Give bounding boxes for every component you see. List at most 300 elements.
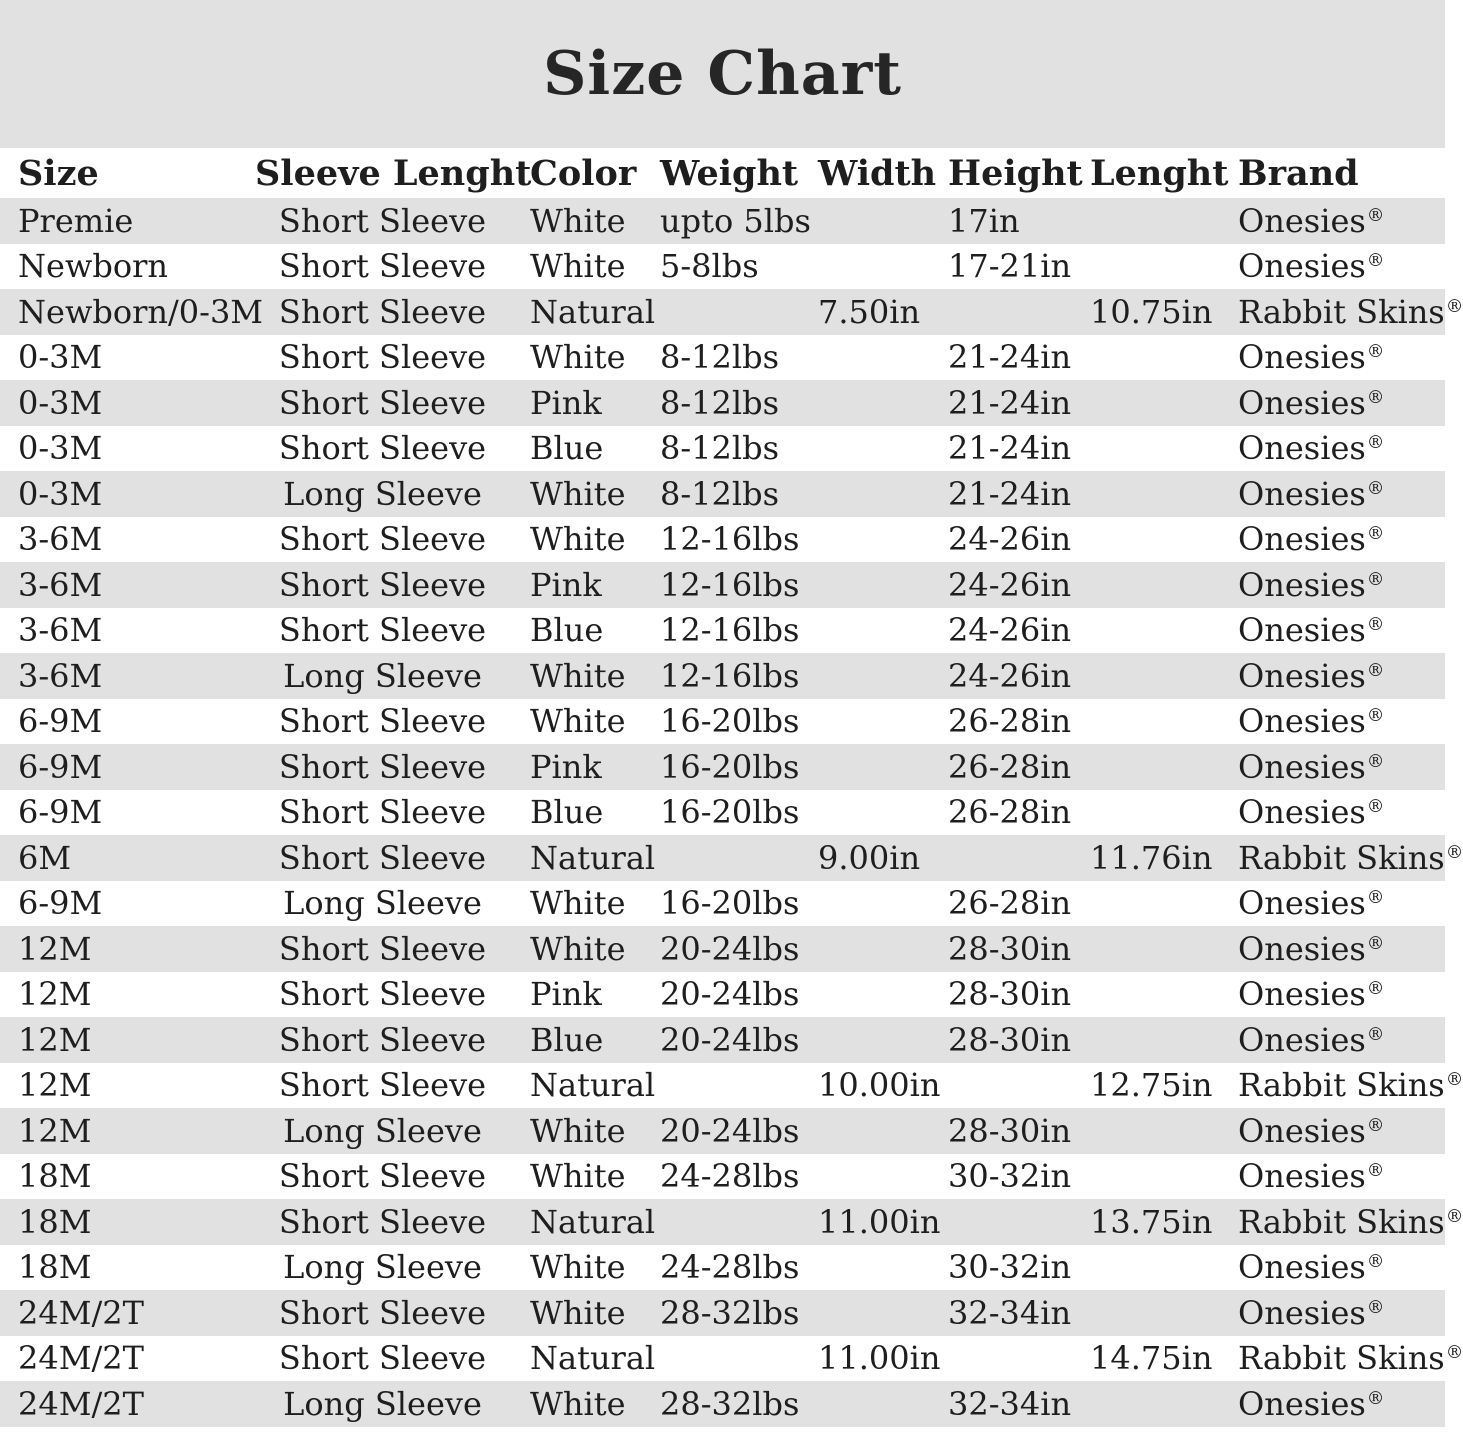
registered-mark: ®	[1366, 933, 1385, 954]
cell-lenght	[1085, 699, 1230, 745]
cell-sleeve: Short Sleeve	[278, 747, 487, 786]
cell-color: White	[530, 1248, 626, 1287]
cell-size: 6-9M	[18, 702, 103, 741]
cell-brand	[1230, 471, 1445, 517]
table-row	[0, 1108, 1445, 1154]
cell-brand	[1230, 562, 1445, 608]
registered-mark: ®	[1366, 1024, 1385, 1045]
cell-lenght: 10.75in	[1090, 292, 1213, 331]
registered-mark: ®	[1366, 1252, 1385, 1273]
cell-height: 32-34in	[948, 1384, 1072, 1423]
cell-width: 10.00in	[818, 1066, 941, 1105]
cell-color: White	[530, 656, 626, 695]
cell-lenght	[1085, 1154, 1230, 1200]
brand-name: Onesies	[1238, 338, 1366, 377]
brand-name: Onesies	[1238, 747, 1366, 786]
cell-lenght	[1085, 881, 1230, 927]
brand-name: Onesies	[1238, 611, 1366, 650]
cell-color: Blue	[530, 611, 604, 650]
table-row	[0, 1017, 1445, 1063]
table-row	[0, 380, 1445, 426]
table-row	[0, 198, 1445, 244]
brand-name: Onesies	[1238, 1384, 1366, 1423]
table-row	[0, 426, 1445, 472]
cell-brand	[1230, 1017, 1445, 1063]
column-header-color: Color	[530, 152, 637, 194]
cell-lenght: 11.76in	[1090, 838, 1213, 877]
cell-color: White	[530, 1293, 626, 1332]
cell-size: 3-6M	[18, 656, 103, 695]
cell-width	[810, 653, 940, 699]
registered-mark: ®	[1366, 660, 1385, 681]
cell-weight: 20-24lbs	[660, 1111, 800, 1150]
brand-name: Onesies	[1238, 1111, 1366, 1150]
cell-brand	[1230, 926, 1445, 972]
cell-weight: 16-20lbs	[660, 747, 800, 786]
cell-brand	[1230, 790, 1445, 836]
brand-name: Onesies	[1238, 793, 1366, 832]
cell-size: 0-3M	[18, 474, 103, 513]
cell-sleeve: Short Sleeve	[278, 1157, 487, 1196]
cell-color: Pink	[530, 565, 602, 604]
cell-color: White	[530, 702, 626, 741]
cell-brand	[1230, 517, 1445, 563]
column-header-lenght: Lenght	[1090, 152, 1229, 194]
cell-weight	[650, 289, 810, 335]
table-row	[0, 289, 1445, 335]
cell-size: 0-3M	[18, 338, 103, 377]
header-row	[0, 148, 1445, 198]
table-row	[0, 972, 1445, 1018]
cell-sleeve: Short Sleeve	[278, 1339, 487, 1378]
cell-size: 24M/2T	[18, 1384, 144, 1423]
cell-weight: 20-24lbs	[660, 1020, 800, 1059]
cell-lenght	[1085, 517, 1230, 563]
cell-lenght	[1085, 562, 1230, 608]
brand-name: Onesies	[1238, 1248, 1366, 1287]
cell-brand	[1230, 1199, 1463, 1245]
column-header-height: Height	[948, 152, 1083, 194]
cell-size: 3-6M	[18, 611, 103, 650]
cell-size: 12M	[18, 975, 92, 1014]
cell-weight: 8-12lbs	[660, 338, 780, 377]
table-row	[0, 1199, 1445, 1245]
table-row	[0, 1336, 1445, 1382]
cell-width	[810, 380, 940, 426]
cell-lenght	[1085, 653, 1230, 699]
cell-lenght	[1085, 1017, 1230, 1063]
cell-brand	[1230, 881, 1445, 927]
registered-mark: ®	[1366, 433, 1385, 454]
cell-lenght	[1085, 1381, 1230, 1427]
cell-color: White	[530, 1111, 626, 1150]
table-row	[0, 881, 1445, 927]
cell-height: 28-30in	[948, 929, 1072, 968]
cell-height: 21-24in	[948, 429, 1072, 468]
cell-sleeve: Short Sleeve	[278, 975, 487, 1014]
cell-color: White	[530, 201, 626, 240]
cell-lenght	[1085, 335, 1230, 381]
cell-weight: 24-28lbs	[660, 1248, 800, 1287]
cell-lenght	[1085, 198, 1230, 244]
cell-brand	[1230, 835, 1463, 881]
cell-width	[810, 1290, 940, 1336]
cell-width	[810, 198, 940, 244]
cell-size: 3-6M	[18, 565, 103, 604]
cell-brand	[1230, 426, 1445, 472]
cell-height	[940, 1063, 1085, 1109]
cell-color: White	[530, 520, 626, 559]
cell-height	[940, 835, 1085, 881]
cell-lenght	[1085, 1108, 1230, 1154]
cell-brand	[1230, 198, 1445, 244]
brand-name: Onesies	[1238, 201, 1366, 240]
brand-name: Onesies	[1238, 656, 1366, 695]
column-header-weight: Weight	[660, 152, 799, 194]
cell-width	[810, 972, 940, 1018]
registered-mark: ®	[1366, 342, 1385, 363]
cell-weight: 12-16lbs	[660, 611, 800, 650]
cell-sleeve: Short Sleeve	[278, 611, 487, 650]
cell-size: 18M	[18, 1248, 92, 1287]
cell-width	[810, 926, 940, 972]
cell-size: 12M	[18, 1066, 92, 1105]
registered-mark: ®	[1366, 751, 1385, 772]
cell-weight: 8-12lbs	[660, 429, 780, 468]
cell-weight: 5-8lbs	[660, 247, 759, 286]
cell-height: 24-26in	[948, 520, 1072, 559]
cell-sleeve: Short Sleeve	[278, 1202, 487, 1241]
cell-height	[940, 289, 1085, 335]
table-row	[0, 1290, 1445, 1336]
registered-mark: ®	[1366, 251, 1385, 272]
cell-lenght	[1085, 1290, 1230, 1336]
cell-sleeve: Short Sleeve	[278, 338, 487, 377]
cell-size: 6M	[18, 838, 72, 877]
brand-name: Onesies	[1238, 1293, 1366, 1332]
registered-mark: ®	[1445, 1206, 1463, 1227]
cell-height: 24-26in	[948, 656, 1072, 695]
registered-mark: ®	[1366, 615, 1385, 636]
cell-sleeve: Short Sleeve	[278, 702, 487, 741]
table-row	[0, 835, 1445, 881]
registered-mark: ®	[1366, 888, 1385, 909]
registered-mark: ®	[1366, 1115, 1385, 1136]
cell-height: 26-28in	[948, 884, 1072, 923]
cell-lenght	[1085, 244, 1230, 290]
cell-width	[810, 1154, 940, 1200]
cell-brand	[1230, 1381, 1445, 1427]
table-row	[0, 471, 1445, 517]
column-header-sleeve-lenght: Sleeve Lenght	[255, 152, 532, 194]
brand-name: Onesies	[1238, 429, 1366, 468]
cell-size: 18M	[18, 1157, 92, 1196]
cell-size: 0-3M	[18, 383, 103, 422]
cell-height: 28-30in	[948, 975, 1072, 1014]
cell-height: 21-24in	[948, 474, 1072, 513]
cell-height: 32-34in	[948, 1293, 1072, 1332]
cell-width	[810, 881, 940, 927]
cell-width	[810, 1245, 940, 1291]
cell-width	[810, 1108, 940, 1154]
registered-mark: ®	[1366, 1388, 1385, 1409]
cell-size: 12M	[18, 1020, 92, 1059]
cell-weight: 28-32lbs	[660, 1384, 800, 1423]
cell-size: Newborn/0-3M	[18, 292, 264, 331]
cell-width	[810, 1017, 940, 1063]
cell-color: White	[530, 929, 626, 968]
cell-color: Pink	[530, 975, 602, 1014]
column-header-width: Width	[818, 152, 937, 194]
cell-color: Natural	[530, 1339, 656, 1378]
table-row	[0, 1063, 1445, 1109]
cell-height: 21-24in	[948, 383, 1072, 422]
column-header-size: Size	[18, 152, 99, 194]
brand-name: Onesies	[1238, 474, 1366, 513]
cell-brand	[1230, 1063, 1463, 1109]
cell-height: 28-30in	[948, 1111, 1072, 1150]
brand-name: Rabbit Skins	[1238, 1339, 1445, 1378]
cell-sleeve: Long Sleeve	[283, 884, 482, 923]
cell-size: 6-9M	[18, 747, 103, 786]
cell-weight: 8-12lbs	[660, 383, 780, 422]
cell-height: 26-28in	[948, 747, 1072, 786]
cell-brand	[1230, 608, 1445, 654]
table-row	[0, 790, 1445, 836]
cell-height	[940, 1199, 1085, 1245]
cell-color: Pink	[530, 747, 602, 786]
cell-brand	[1230, 653, 1445, 699]
cell-width	[810, 562, 940, 608]
cell-color: Natural	[530, 1066, 656, 1105]
cell-lenght	[1085, 608, 1230, 654]
cell-width: 11.00in	[818, 1202, 941, 1241]
cell-size: 24M/2T	[18, 1339, 144, 1378]
title-band	[0, 0, 1445, 148]
cell-height: 24-26in	[948, 565, 1072, 604]
registered-mark: ®	[1445, 296, 1463, 317]
cell-weight: 24-28lbs	[660, 1157, 800, 1196]
cell-lenght	[1085, 926, 1230, 972]
cell-brand	[1230, 289, 1463, 335]
table-row	[0, 1381, 1445, 1427]
table-row	[0, 744, 1445, 790]
cell-size: 24M/2T	[18, 1293, 144, 1332]
brand-name: Onesies	[1238, 975, 1366, 1014]
cell-color: Natural	[530, 292, 656, 331]
cell-color: White	[530, 338, 626, 377]
brand-name: Onesies	[1238, 565, 1366, 604]
cell-height: 28-30in	[948, 1020, 1072, 1059]
registered-mark: ®	[1366, 1161, 1385, 1182]
cell-sleeve: Long Sleeve	[283, 1248, 482, 1287]
registered-mark: ®	[1366, 706, 1385, 727]
cell-sleeve: Short Sleeve	[278, 429, 487, 468]
cell-color: White	[530, 247, 626, 286]
registered-mark: ®	[1366, 569, 1385, 590]
cell-sleeve: Short Sleeve	[278, 520, 487, 559]
cell-width	[810, 608, 940, 654]
registered-mark: ®	[1366, 1297, 1385, 1318]
cell-lenght	[1085, 972, 1230, 1018]
cell-sleeve: Long Sleeve	[283, 656, 482, 695]
brand-name: Onesies	[1238, 884, 1366, 923]
cell-sleeve: Short Sleeve	[278, 1066, 487, 1105]
cell-width: 7.50in	[818, 292, 921, 331]
brand-name: Onesies	[1238, 1020, 1366, 1059]
cell-width: 11.00in	[818, 1339, 941, 1378]
cell-brand	[1230, 1154, 1445, 1200]
cell-color: White	[530, 1157, 626, 1196]
cell-height: 26-28in	[948, 702, 1072, 741]
cell-color: White	[530, 1384, 626, 1423]
cell-color: Natural	[530, 838, 656, 877]
cell-brand	[1230, 335, 1445, 381]
cell-size: 18M	[18, 1202, 92, 1241]
table-row	[0, 926, 1445, 972]
cell-size: 12M	[18, 1111, 92, 1150]
cell-width	[810, 744, 940, 790]
cell-width	[810, 471, 940, 517]
cell-weight: 12-16lbs	[660, 565, 800, 604]
cell-size: 6-9M	[18, 884, 103, 923]
cell-weight	[650, 1336, 810, 1382]
brand-name: Rabbit Skins	[1238, 838, 1445, 877]
table-row	[0, 244, 1445, 290]
cell-color: White	[530, 884, 626, 923]
registered-mark: ®	[1445, 1070, 1463, 1091]
cell-weight: 12-16lbs	[660, 520, 800, 559]
cell-width	[810, 790, 940, 836]
brand-name: Onesies	[1238, 702, 1366, 741]
cell-lenght	[1085, 1245, 1230, 1291]
registered-mark: ®	[1366, 478, 1385, 499]
cell-height: 30-32in	[948, 1157, 1072, 1196]
cell-color: Blue	[530, 1020, 604, 1059]
cell-height: 30-32in	[948, 1248, 1072, 1287]
cell-lenght: 14.75in	[1090, 1339, 1213, 1378]
cell-sleeve: Long Sleeve	[283, 1111, 482, 1150]
brand-name: Onesies	[1238, 929, 1366, 968]
cell-color: Blue	[530, 429, 604, 468]
cell-weight	[650, 835, 810, 881]
cell-height: 26-28in	[948, 793, 1072, 832]
table-row	[0, 1245, 1445, 1291]
cell-height: 17-21in	[948, 247, 1072, 286]
cell-sleeve: Short Sleeve	[278, 1293, 487, 1332]
cell-lenght: 13.75in	[1090, 1202, 1213, 1241]
cell-brand	[1230, 1245, 1445, 1291]
brand-name: Onesies	[1238, 1157, 1366, 1196]
cell-sleeve: Short Sleeve	[278, 565, 487, 604]
cell-sleeve: Short Sleeve	[278, 201, 487, 240]
registered-mark: ®	[1366, 797, 1385, 818]
cell-width: 9.00in	[818, 838, 921, 877]
cell-weight: 16-20lbs	[660, 793, 800, 832]
brand-name: Onesies	[1238, 247, 1366, 286]
cell-sleeve: Long Sleeve	[283, 1384, 482, 1423]
cell-sleeve: Short Sleeve	[278, 793, 487, 832]
registered-mark: ®	[1366, 387, 1385, 408]
registered-mark: ®	[1366, 524, 1385, 545]
column-header-brand: Brand	[1238, 152, 1359, 194]
cell-sleeve: Short Sleeve	[278, 1020, 487, 1059]
cell-width	[810, 699, 940, 745]
cell-weight: upto 5lbs	[660, 201, 811, 240]
cell-weight: 12-16lbs	[660, 656, 800, 695]
cell-size: 12M	[18, 929, 92, 968]
table-row	[0, 1154, 1445, 1200]
cell-lenght: 12.75in	[1090, 1066, 1213, 1105]
cell-brand	[1230, 699, 1445, 745]
cell-sleeve: Short Sleeve	[278, 838, 487, 877]
cell-sleeve: Short Sleeve	[278, 247, 487, 286]
registered-mark: ®	[1445, 842, 1463, 863]
brand-name: Rabbit Skins	[1238, 292, 1445, 331]
cell-size: 6-9M	[18, 793, 103, 832]
cell-size: 0-3M	[18, 429, 103, 468]
cell-lenght	[1085, 380, 1230, 426]
cell-size: 3-6M	[18, 520, 103, 559]
brand-name: Onesies	[1238, 520, 1366, 559]
cell-brand	[1230, 1336, 1463, 1382]
cell-weight: 8-12lbs	[660, 474, 780, 513]
cell-color: Pink	[530, 383, 602, 422]
cell-lenght	[1085, 744, 1230, 790]
cell-lenght	[1085, 790, 1230, 836]
cell-width	[810, 244, 940, 290]
brand-name: Rabbit Skins	[1238, 1202, 1445, 1241]
cell-weight	[650, 1199, 810, 1245]
cell-height: 17in	[948, 201, 1020, 240]
cell-weight: 28-32lbs	[660, 1293, 800, 1332]
cell-brand	[1230, 744, 1445, 790]
cell-sleeve: Short Sleeve	[278, 292, 487, 331]
cell-weight: 16-20lbs	[660, 702, 800, 741]
cell-brand	[1230, 244, 1445, 290]
cell-sleeve: Long Sleeve	[283, 474, 482, 513]
cell-brand	[1230, 1290, 1445, 1336]
cell-height	[940, 1336, 1085, 1382]
cell-width	[810, 335, 940, 381]
page-title: Size Chart	[543, 39, 902, 109]
registered-mark: ®	[1366, 205, 1385, 226]
cell-brand	[1230, 380, 1445, 426]
cell-color: White	[530, 474, 626, 513]
cell-lenght	[1085, 471, 1230, 517]
cell-width	[810, 426, 940, 472]
table-row	[0, 608, 1445, 654]
brand-name: Onesies	[1238, 383, 1366, 422]
cell-size: Premie	[18, 201, 134, 240]
brand-name: Rabbit Skins	[1238, 1066, 1445, 1105]
cell-size: Newborn	[18, 247, 168, 286]
cell-color: Natural	[530, 1202, 656, 1241]
table-row	[0, 699, 1445, 745]
table-row	[0, 562, 1445, 608]
registered-mark: ®	[1366, 979, 1385, 1000]
size-table-body	[0, 198, 1463, 1427]
cell-weight	[650, 1063, 810, 1109]
cell-width	[810, 517, 940, 563]
cell-sleeve: Short Sleeve	[278, 929, 487, 968]
cell-height: 24-26in	[948, 611, 1072, 650]
table-row	[0, 517, 1445, 563]
cell-height: 21-24in	[948, 338, 1072, 377]
cell-color: Blue	[530, 793, 604, 832]
table-row	[0, 335, 1445, 381]
cell-brand	[1230, 1108, 1445, 1154]
